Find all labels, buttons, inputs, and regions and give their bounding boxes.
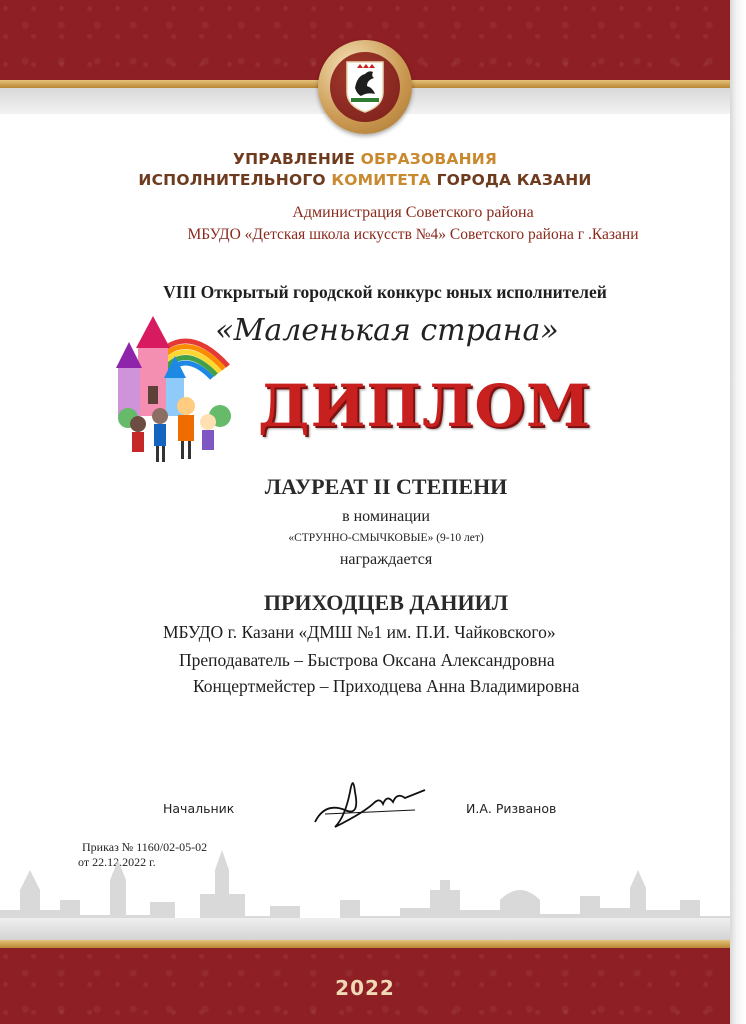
contest-title: VIII Открытый городской конкурс юных исполнителей xyxy=(163,282,607,302)
kazan-coat-of-arms-icon xyxy=(343,58,387,114)
order-number: Приказ № 1160/02-05-02 xyxy=(82,840,208,854)
admin-line-2: МБУДО «Детская школа искусств №4» Советского района г .Казани xyxy=(187,226,639,243)
children-castle-illustration xyxy=(108,306,238,466)
diploma-year: 2022 xyxy=(335,976,395,1000)
org-title-accent: ОБРАЗОВАНИЯ xyxy=(360,150,498,168)
recipient-accompanist: Концертмейстер – Приходцева Анна Владимировна xyxy=(193,676,580,696)
nomination-label: в номинации xyxy=(342,508,430,525)
recipient-name: ПРИХОДЦЕВ ДАНИИЛ xyxy=(263,590,509,615)
org-title-text: ГОРОДА КАЗАНИ xyxy=(436,171,592,189)
org-title-text: УПРАВЛЕНИЕ xyxy=(232,150,361,168)
org-title-line-1 xyxy=(0,150,730,168)
org-title-accent: КОМИТЕТА xyxy=(331,171,437,189)
nomination-name: «СТРУННО-СМЫЧКОВЫЕ» (9-10 лет) xyxy=(288,532,484,544)
bottom-gold-stripe xyxy=(0,940,730,948)
page-edge-shadow xyxy=(730,0,746,1024)
awarded-label: награждается xyxy=(339,551,433,568)
handwritten-signature xyxy=(305,772,435,832)
diploma-title: ДИПЛОМ xyxy=(258,372,592,440)
admin-line-1: Администрация Советского района xyxy=(292,204,534,221)
bottom-grey-stripe xyxy=(0,918,730,940)
signatory-role: Начальник xyxy=(163,801,235,816)
org-title-line-2 xyxy=(0,171,730,189)
signatory-name: И.А. Ризванов xyxy=(466,801,557,816)
contest-name: «Маленькая страна» xyxy=(215,313,559,348)
recipient-school: МБУДО г. Казани «ДМШ №1 им. П.И. Чайковского» xyxy=(163,622,556,642)
org-title-text: ИСПОЛНИТЕЛЬНОГО xyxy=(138,171,332,189)
laureate-degree: ЛАУРЕАТ II СТЕПЕНИ xyxy=(264,474,508,499)
recipient-teacher: Преподаватель – Быстрова Оксана Александровна xyxy=(179,650,555,670)
order-date: от 22.12.2022 г. xyxy=(78,855,156,869)
